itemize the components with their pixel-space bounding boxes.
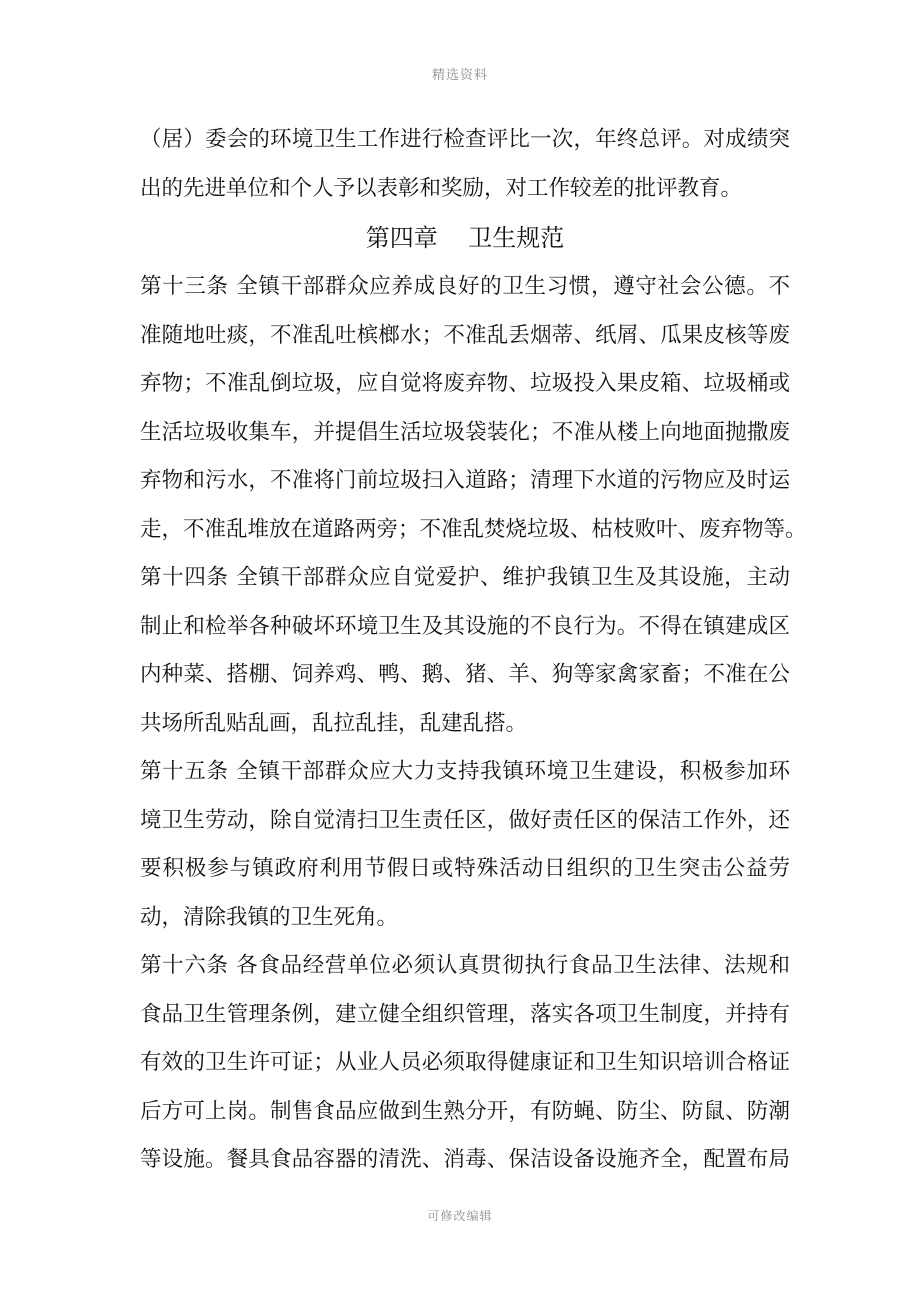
- header-watermark: 精选资料: [431, 68, 488, 83]
- article-14: [140, 554, 790, 748]
- text-line: 准随地吐痰，不准乱吐槟榔水；不准乱丢烟蒂、纸屑、瓜果皮核等废: [140, 322, 790, 348]
- text-line: 后方可上岗。制售食品应做到生熟分开，有防蝇、防尘、防鼠、防潮: [140, 1098, 790, 1124]
- text-line: 第十六条 各食品经营单位必须认真贯彻执行食品卫生法律、法规和: [140, 953, 790, 978]
- text-line: 弃物和污水，不准将门前垃圾扫入道路；清理下水道的污物应及时运: [140, 468, 790, 493]
- text-line: 生活垃圾收集车，并提倡生活垃圾袋装化；不准从楼上向地面抛撒废: [140, 419, 790, 445]
- text-line: 境卫生劳动，除自觉清扫卫生责任区，做好责任区的保洁工作外，还: [140, 807, 790, 833]
- text-line: 走，不准乱堆放在道路两旁；不准乱焚烧垃圾、枯枝败叶、废弃物等。: [140, 516, 807, 542]
- document-body: [140, 116, 807, 1185]
- text-line: 有效的卫生许可证；从业人员必须取得健康证和卫生知识培训合格证: [140, 1050, 790, 1075]
- text-line: 等设施。餐具食品容器的清洗、消毒、保洁设备设施齐全，配置布局: [140, 1147, 790, 1172]
- text-line: 内种菜、搭棚、饲养鸡、鸭、鹅、猪、羊、狗等家禽家畜；不准在公: [140, 662, 790, 687]
- article-15: [140, 748, 790, 942]
- text-line: 第十三条 全镇干部群众应养成良好的卫生习惯，遵守社会公德。不: [140, 274, 790, 299]
- intro-paragraph: [140, 116, 790, 213]
- chapter-title: 第四章 卫生规范: [365, 224, 565, 252]
- text-line: 第十四条 全镇干部群众应自觉爱护、维护我镇卫生及其设施，主动: [140, 565, 790, 590]
- text-line: （居）委会的环境卫生工作进行检查评比一次，年终总评。对成绩突: [140, 127, 790, 152]
- text-line: 要积极参与镇政府利用节假日或特殊活动日组织的卫生突击公益劳: [140, 856, 790, 881]
- text-line: 共场所乱贴乱画，乱拉乱挂，乱建乱搭。: [140, 710, 528, 736]
- article-16: [140, 942, 790, 1185]
- text-line: 出的先进单位和个人予以表彰和奖励，对工作较差的批评教育。: [140, 175, 743, 201]
- text-line: 第十五条 全镇干部群众应大力支持我镇环境卫生建设，积极参加环: [140, 759, 790, 784]
- text-line: 制止和检举各种破坏环境卫生及其设施的不良行为。不得在镇建成区: [140, 613, 790, 639]
- text-line: 食品卫生管理条例，建立健全组织管理，落实各项卫生制度，并持有: [140, 1001, 790, 1027]
- article-13: [140, 263, 807, 554]
- text-line: 动，清除我镇的卫生死角。: [140, 904, 399, 930]
- text-line: 弃物；不准乱倒垃圾，应自觉将废弃物、垃圾投入果皮箱、垃圾桶或: [140, 371, 790, 396]
- footer-watermark: 可修改编辑: [427, 1209, 493, 1223]
